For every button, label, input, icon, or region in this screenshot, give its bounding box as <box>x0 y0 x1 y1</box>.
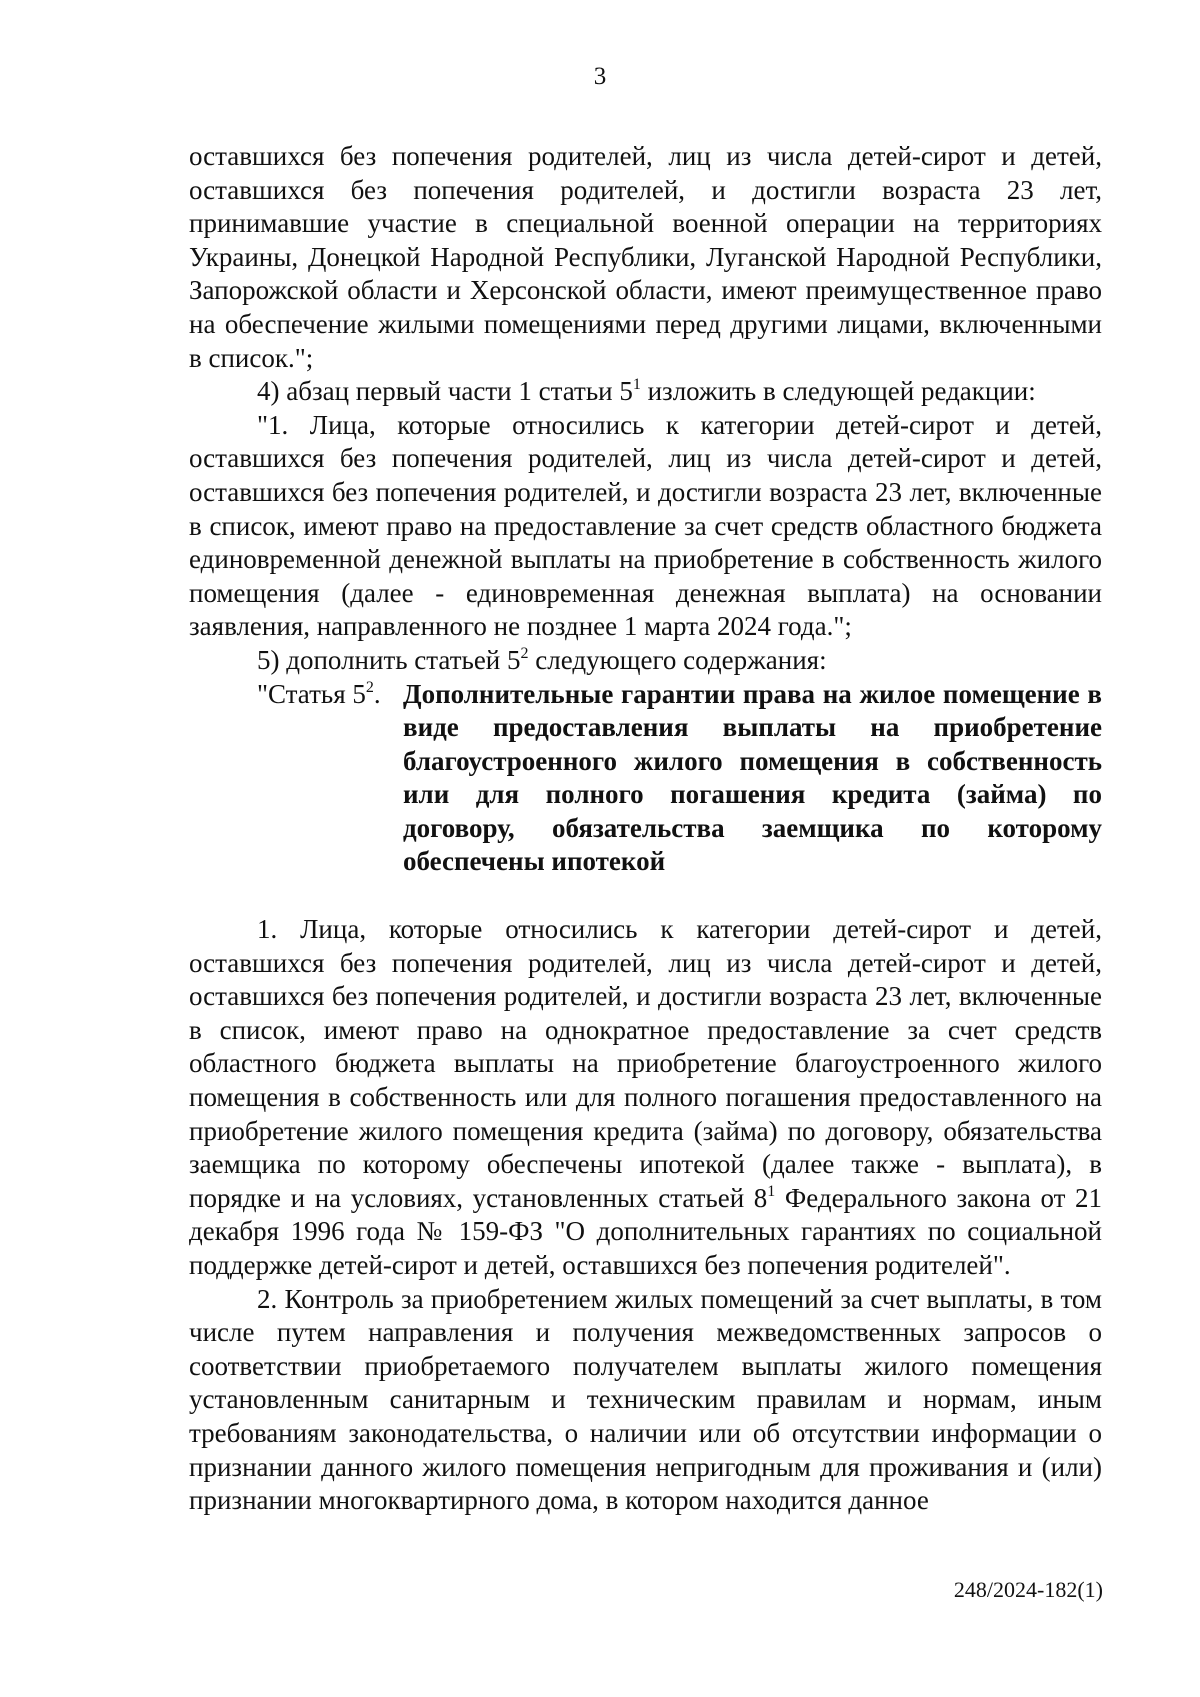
article-heading <box>189 678 1102 880</box>
article-number-text: "Статья 5 <box>257 678 366 709</box>
part-1-superscript: 1 <box>767 1182 776 1200</box>
part-1-text: 1. Лица, которые относились к категории детей-сирот и детей, оставшихся без попечения родителей, лиц из числа детей-сирот и детей, оставшихся без попечения родителей, и достигли возраста 23 лет, включенные в список, имеют право на однократное предоставление за счет средств областного бюджета выплаты на приобретение благоустроенного жилого помещения в собственность или для полного погашения предоставленного на приобретение жилого помещения кредита (займа) по договору, обязательства заемщика по которому обеспечены ипотекой (далее также - выплата), в порядке и на условиях, установленных статьей 8 <box>189 914 1102 1213</box>
article-number-dot: . <box>373 678 381 709</box>
paragraph-item-4 <box>189 375 1102 409</box>
spacer <box>189 879 1102 913</box>
item-4-superscript: 1 <box>632 376 641 394</box>
item-5-text-end: следующего содержания: <box>528 644 827 675</box>
document-code: 248/2024-182(1) <box>953 1577 1103 1602</box>
paragraph-item-5 <box>189 644 1102 678</box>
part-1-text-end: Федерального закона от 21 декабря 1996 года № 159-ФЗ "О дополнительных гарантиях по социальной поддержке детей-сирот и детей, оставшихся без попечения родителей". <box>189 1182 1103 1280</box>
item-4-text: 4) абзац первый части 1 статьи 5 <box>257 376 633 407</box>
item-4-text-end: изложить в следующей редакции: <box>640 376 1036 407</box>
page-number: 3 <box>593 63 607 90</box>
item-5-superscript: 2 <box>520 644 529 662</box>
paragraph-article-part-2: 2. Контроль за приобретением жилых помещений за счет выплаты, в том числе путем направления и получения межведомственных запросов о соответствии приобретаемого получателем выплаты жилого помещения установленным санитарным и техническим правилам и нормам, иным требованиям законодательства, о наличии или об отсутствии информации о признании данного жилого помещения непригодным для проживания и (или) признании многоквартирного дома, в котором находится данное <box>189 1283 1102 1516</box>
item-5-text: 5) дополнить статьей 5 <box>257 644 521 675</box>
paragraph-new-part-1: "1. Лица, которые относились к категории детей-сирот и детей, оставшихся без попечения родителей, лиц из числа детей-сирот и детей, оставшихся без попечения родителей, и достигли возраста 23 лет, включенные в список, имеют право на предоставление за счет средств областного бюджета единовременной денежной выплаты на приобретение в собственность жилого помещения (далее - единовременная денежная выплата) на основании заявления, направленного не позднее 1 марта 2024 года."; <box>189 409 1102 642</box>
paragraph-continuation: оставшихся без попечения родителей, лиц из числа детей-сирот и детей, оставшихся без попечения родителей, и достигли возраста 23 лет, принимавшие участие в специальной военной операции на территориях Украины, Донецкой Народной Республики, Луганской Народной Республики, Запорожской области и Херсонской области, имеют преимущественное право на обеспечение жилыми помещениями перед другими лицами, включенными в список."; <box>189 141 1102 373</box>
article-title: Дополнительные гарантии права на жилое помещение в виде предоставления выплаты на приобретение благоустроенного жилого помещения в собственность или для полного погашения кредита (займа) по договору, обязательства заемщика по которому обеспечены ипотекой <box>403 678 1102 877</box>
document-body <box>189 140 1102 1518</box>
paragraph-article-part-1 <box>189 913 1102 1283</box>
article-number-superscript: 2 <box>365 678 374 696</box>
article-number <box>257 678 381 712</box>
